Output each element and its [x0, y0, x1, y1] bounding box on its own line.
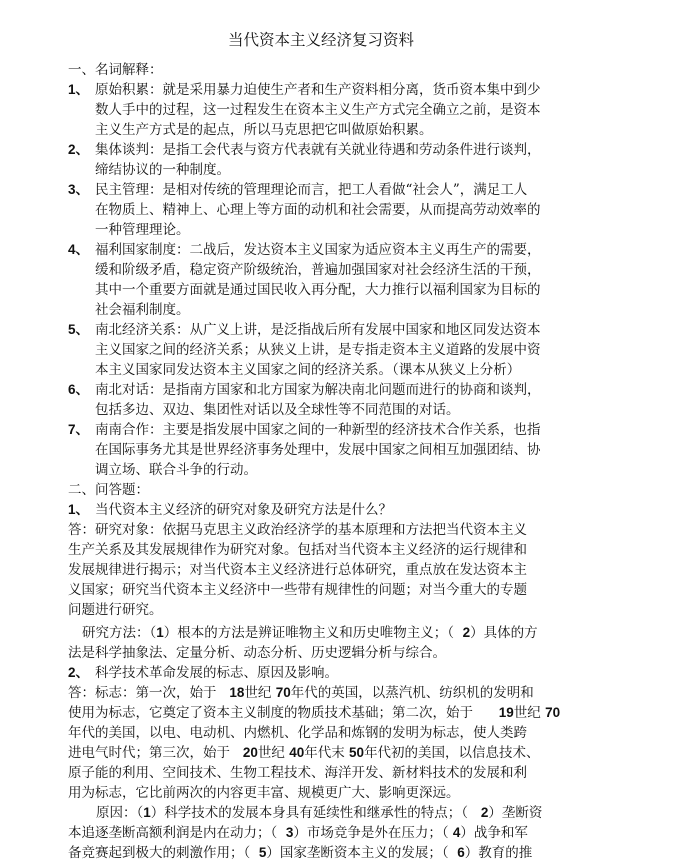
item-line: 缓和阶级矛盾，稳定资产阶级统治，普遍加强国家对社会经济生活的干预，: [95, 262, 541, 278]
method-text: ）根本的方法是辨证唯物主义和历史唯物主义；（: [163, 625, 455, 641]
method-text: 研究方法：（: [82, 625, 157, 641]
answer-text: 年代末: [304, 745, 345, 761]
answer-number: 70: [275, 685, 291, 700]
item-line: 福利国家制度：二战后，发达资本主义国家为适应资本主义再生产的需要，: [95, 242, 541, 258]
item-line: 一种管理理论。: [95, 222, 190, 238]
cause-text: ）国家垄断资本主义的发展；（: [266, 845, 449, 861]
item-line: 社会福利制度。: [95, 302, 190, 318]
question-number: 2、: [68, 665, 90, 680]
answer-line: 生产关系及其发展规律作为研究对象。包括对当代资本主义经济的运行规律和: [68, 542, 527, 558]
cause-text: 备竞赛起到极大的刺激作用；（: [68, 845, 251, 861]
item-line: 在物质上、精神上、心理上等方面的动机和社会需要，从而提高劳动效率的: [95, 202, 541, 218]
cause-text: ）垄断资: [488, 805, 543, 821]
item-line: 主义国家之间的经济关系；从狭义上讲，是专指走资本主义道路的发展中资: [95, 342, 541, 358]
answer-text: 世纪: [513, 705, 541, 721]
answer-line: 义国家；研究当代资本主义经济中一些带有规律性的问题；对当今重大的专题: [68, 582, 527, 598]
answer-text: 世纪: [244, 685, 272, 701]
answer-number: 70: [545, 705, 561, 720]
item-line: 南南合作：主要是指发展中国家之间的一种新型的经济技术合作关系，也指: [95, 422, 541, 438]
cause-text: 本追逐垄断高额利润是内在动力；（: [68, 825, 278, 841]
item-number: 5、: [68, 322, 90, 337]
cause-text: ）战争和军: [460, 825, 528, 841]
answer-line: 答：研究对象：依据马克思主义政治经济学的基本原理和方法把当代资本主义: [68, 522, 527, 538]
item-line: 包括多边、双边、集团性对话以及全球性等不同范围的对话。: [95, 402, 460, 418]
answer-text: 答：标志：第一次，始于: [68, 685, 217, 701]
item-number: 3、: [68, 182, 90, 197]
answer-line: 年代的美国，以电、电动机、内燃机、化学品和炼钢的发明为标志，使人类跨: [68, 725, 527, 741]
cause-line: [68, 843, 532, 863]
item-line: 调立场、联合斗争的行动。: [95, 462, 257, 478]
item-line: 集体谈判：是指工会代表与资方代表就有关就业待遇和劳动条件进行谈判，: [95, 142, 541, 158]
cause-text: ）科学技术的发展本身具有延续性和继承性的特点；（: [150, 805, 469, 821]
question-text: 当代资本主义经济的研究对象及研究方法是什么？: [95, 502, 392, 518]
answer-number: 50: [349, 745, 365, 760]
answer-text: 世纪: [257, 745, 285, 761]
answer-text: 年代的英国，以蒸汽机、纺织机的发明和: [290, 685, 534, 701]
item-number: 2、: [68, 142, 90, 157]
item-line: 南北经济关系：从广义上讲，是泛指战后所有发展中国家和地区同发达资本: [95, 322, 541, 338]
method-number: 2: [462, 625, 471, 640]
answer-line: [68, 683, 534, 703]
answer-line: 原子能的利用、空间技术、生物工程技术、海洋开发、新材料技术的发展和利: [68, 765, 527, 781]
method-text: ）具体的方: [470, 625, 538, 641]
cause-number: 1: [143, 805, 151, 820]
answer-number: 20: [242, 745, 258, 760]
answer-line: [68, 743, 540, 763]
item-line: 原始积累：就是采用暴力迫使生产者和生产资料相分离，货币资本集中到少: [95, 82, 541, 98]
cause-number: 2: [480, 805, 489, 820]
answer-line: 发展规律进行揭示；对当代资本主义经济进行总体研究，重点放在发达资本主: [68, 562, 527, 578]
item-line: 主义生产方式是的起点，所以马克思把它叫做原始积累。: [95, 122, 433, 138]
answer-line: 用为标志，它比前两次的内容更丰富、规模更广大、影响更深远。: [68, 785, 460, 801]
item-number: 7、: [68, 422, 90, 437]
section2-heading: 二、问答题：: [68, 482, 149, 498]
cause-line: [68, 823, 528, 843]
method-line: [82, 623, 538, 643]
item-line: 缔结协议的一种制度。: [95, 162, 230, 178]
item-number: 6、: [68, 382, 90, 397]
item-line: 南北对话：是指南方国家和北方国家为解决南北问题而进行的协商和谈判，: [95, 382, 541, 398]
item-line: 民主管理：是相对传统的管理理论而言，把工人看做“社会人”，满足工人: [95, 182, 528, 198]
item-line: 在国际事务尤其是世界经济事务处理中，发展中国家之间相互加强团结、协: [95, 442, 541, 458]
answer-number: 40: [289, 745, 305, 760]
document-title: 当代资本主义经济复习资料: [228, 31, 415, 49]
answer-line: [68, 703, 560, 723]
cause-number: 4: [452, 825, 461, 840]
cause-text: ）教育的推: [464, 845, 533, 861]
cause-text: 原因：（: [96, 805, 144, 821]
cause-number: 3: [285, 825, 294, 840]
item-line: 本主义国家同发达资本主义国家之间的经济关系。（课本从狭义上分析）: [95, 362, 521, 378]
method-line: 法是科学抽象法、定量分析、动态分析、历史逻辑分析与综合。: [68, 645, 446, 661]
cause-line: [96, 803, 542, 823]
item-number: 1、: [68, 82, 90, 97]
question-number: 1、: [68, 502, 90, 517]
cause-number: 6: [457, 845, 465, 860]
question-text: 科学技术革命发展的标志、原因及影响。: [95, 665, 338, 681]
answer-number: 19: [498, 705, 514, 720]
answer-text: 使用为标志，它奠定了资本主义制度的物质技术基础；第二次，始于: [68, 705, 473, 721]
answer-text: 进电气时代；第三次，始于: [68, 745, 230, 761]
item-line: 其中一个重要方面就是通过国民收入再分配，大力推行以福利国家为目标的: [95, 282, 541, 298]
cause-number: 5: [258, 845, 267, 860]
answer-line: 问题进行研究。: [68, 602, 163, 618]
item-line: 数人手中的过程，这一过程发生在资本主义生产方式完全确立之前，是资本: [95, 102, 541, 118]
cause-text: ）市场竞争是外在压力；（: [293, 825, 449, 841]
section1-heading: 一、名词解释：: [68, 62, 163, 78]
method-number: 1: [156, 625, 164, 640]
answer-text: 年代初的美国，以信息技术、: [364, 745, 540, 761]
item-number: 4、: [68, 242, 90, 257]
answer-number: 18: [229, 685, 245, 700]
